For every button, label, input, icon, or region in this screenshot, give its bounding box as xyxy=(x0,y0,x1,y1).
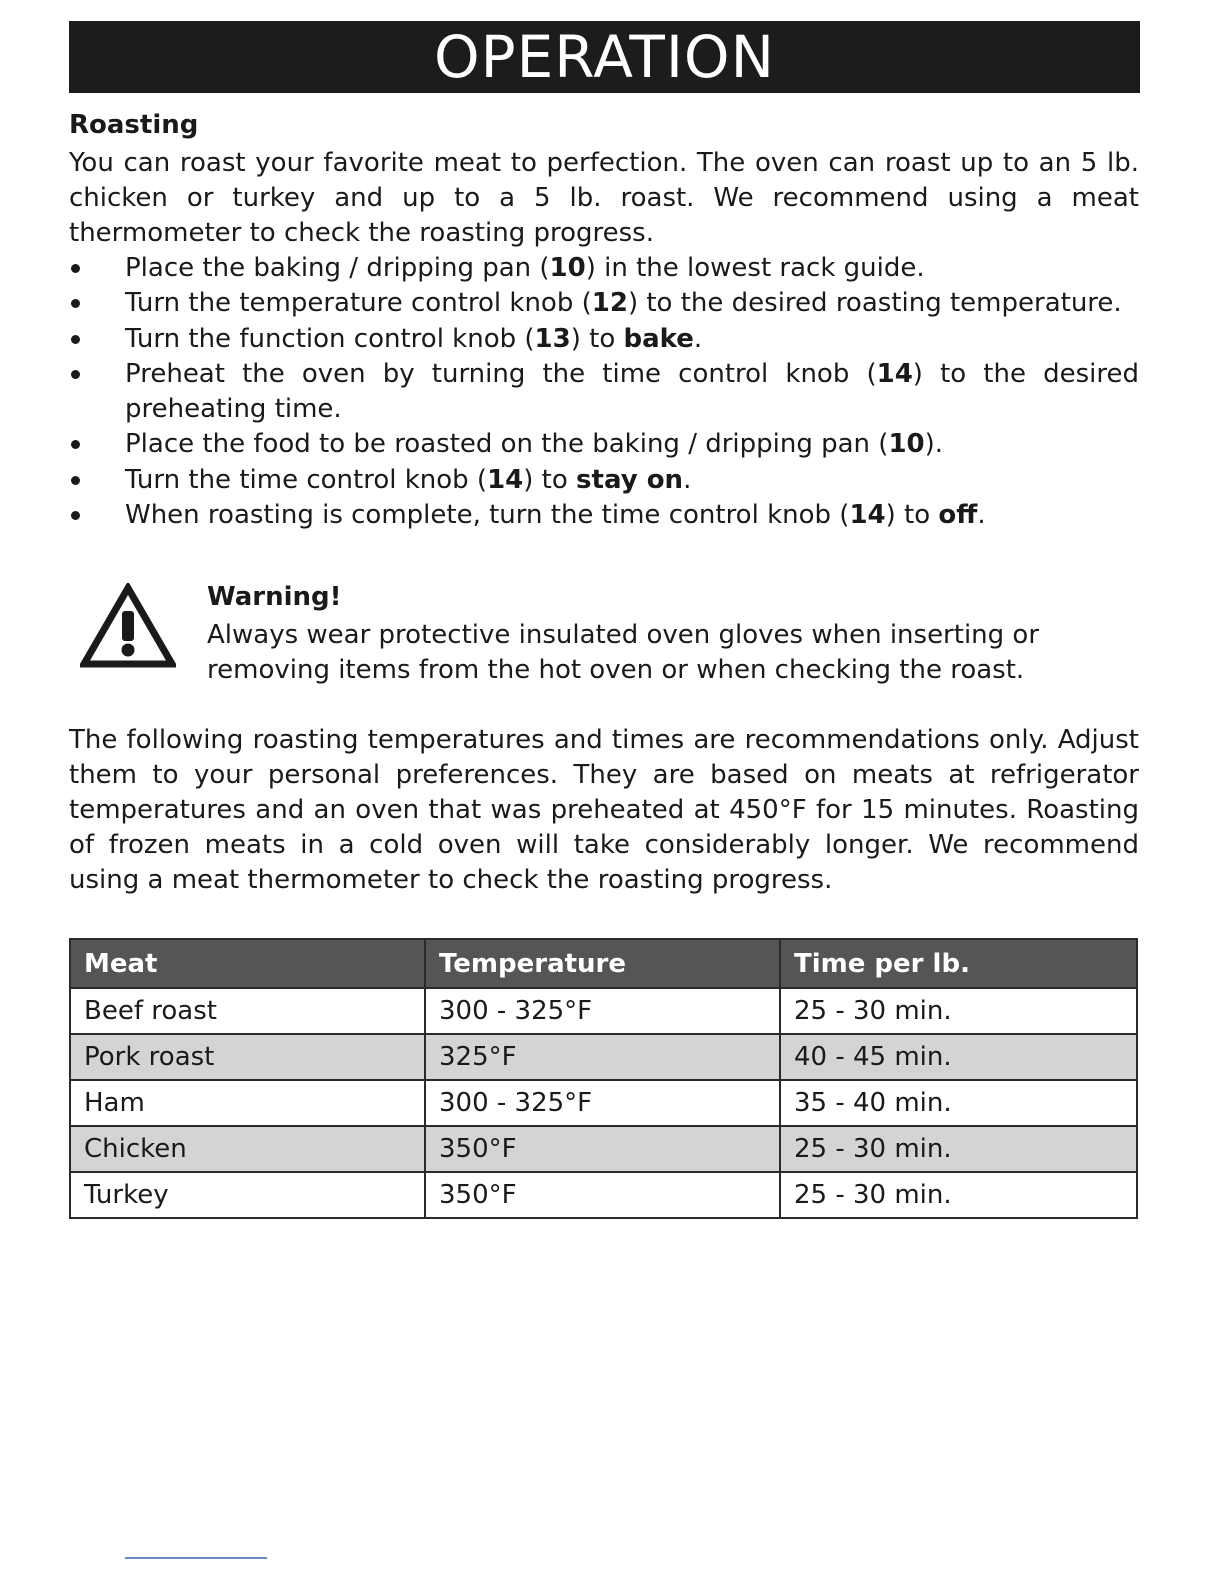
list-item: Place the food to be roasted on the baking / dripping pan (10). xyxy=(69,427,1139,462)
table-cell: 35 - 40 min. xyxy=(780,1080,1137,1126)
table-row xyxy=(70,1126,1137,1172)
table-cell: 325°F xyxy=(425,1034,780,1080)
list-item: Preheat the oven by turning the time control knob (14) to the desired preheating time. xyxy=(69,357,1139,428)
roasting-table xyxy=(69,938,1138,1219)
bullet-icon xyxy=(71,511,80,520)
table-row xyxy=(70,1034,1137,1080)
bullet-icon xyxy=(71,264,80,273)
table-cell: 350°F xyxy=(425,1126,780,1172)
table-cell: 350°F xyxy=(425,1172,780,1218)
table-cell: Ham xyxy=(70,1080,425,1126)
table-cell: Beef roast xyxy=(70,988,425,1034)
table-header-row xyxy=(70,939,1137,988)
table-cell: 25 - 30 min. xyxy=(780,988,1137,1034)
column-header-time: Time per lb. xyxy=(780,939,1137,988)
page-title: OPERATION xyxy=(434,23,775,91)
table-cell: 40 - 45 min. xyxy=(780,1034,1137,1080)
table-cell: 25 - 30 min. xyxy=(780,1172,1137,1218)
warning-title: Warning! xyxy=(207,582,342,612)
table-cell: Pork roast xyxy=(70,1034,425,1080)
list-item: Turn the function control knob (13) to bake. xyxy=(69,322,1139,357)
table-cell: Chicken xyxy=(70,1126,425,1172)
list-item: Place the baking / dripping pan (10) in the lowest rack guide. xyxy=(69,251,1139,286)
footer-divider xyxy=(125,1557,267,1559)
table-cell: Turkey xyxy=(70,1172,425,1218)
page-title-bar xyxy=(69,21,1140,93)
table-row xyxy=(70,988,1137,1034)
column-header-meat: Meat xyxy=(70,939,425,988)
bullet-icon xyxy=(71,370,80,379)
roasting-steps xyxy=(69,251,1139,533)
table-row xyxy=(70,1080,1137,1126)
table-cell: 25 - 30 min. xyxy=(780,1126,1137,1172)
list-item: When roasting is complete, turn the time control knob (14) to off. xyxy=(69,498,1139,533)
section-title-roasting: Roasting xyxy=(69,110,199,140)
recommendation-paragraph: The following roasting temperatures and times are recommendations only. Adjust them to your personal preferences. They are based on meats at refrigerator temperatures and an oven that was preheated at 450°F for 15 minutes. Roasting of frozen meats in a cold oven will take considerably longer. We recommend using a meat thermometer to check the roasting progress. xyxy=(69,725,1139,895)
bullet-icon xyxy=(71,299,80,308)
warning-triangle-icon xyxy=(80,583,176,669)
roasting-intro: You can roast your favorite meat to perfection. The oven can roast up to an 5 lb. chicken or turkey and up to a 5 lb. roast. We recommend using a meat thermometer to check the roasting progress. xyxy=(69,148,1139,248)
column-header-temperature: Temperature xyxy=(425,939,780,988)
table-cell: 300 - 325°F xyxy=(425,1080,780,1126)
bullet-icon xyxy=(71,476,80,485)
list-item: Turn the time control knob (14) to stay on. xyxy=(69,463,1139,498)
table-row xyxy=(70,1172,1137,1218)
bullet-icon xyxy=(71,335,80,344)
warning-text: Always wear protective insulated oven gloves when inserting or removing items from the hot oven or when checking the roast. xyxy=(207,620,1040,685)
list-item: Turn the temperature control knob (12) to the desired roasting temperature. xyxy=(69,286,1139,321)
table-cell: 300 - 325°F xyxy=(425,988,780,1034)
bullet-icon xyxy=(71,440,80,449)
